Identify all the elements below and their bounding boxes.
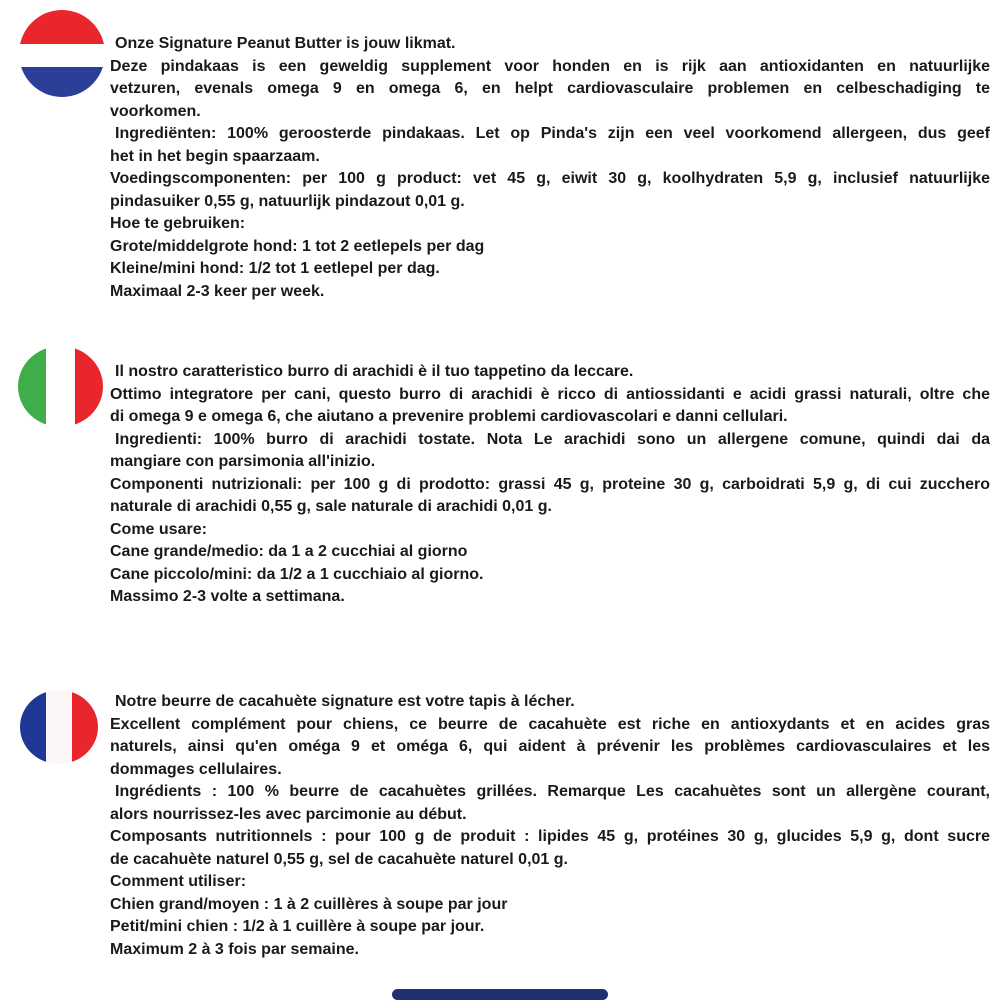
text-line: Petit/mini chien : 1/2 à 1 cuillère à soupe par jour. [110, 918, 485, 935]
flag-stripe-blue [19, 67, 105, 97]
text-line: naturale di arachidi 0,55 g, sale naturale di arachidi 0,01 g. [110, 498, 552, 515]
text-line: vetzuren, evenals omega 9 en omega 6, en helpt cardiovasculaire problemen en celbeschadiging te [110, 80, 990, 97]
text-line: Cane piccolo/mini: da 1/2 a 1 cucchiaio al giorno. [110, 565, 484, 583]
text-line: dommages cellulaires. [110, 760, 282, 778]
text-line: Massimo 2-3 volte a settimana. [110, 588, 345, 605]
flag-stripe-blue [20, 690, 46, 764]
italy-flag-icon [18, 346, 103, 427]
text-line: Notre beurre de cacahuète signature est votre tapis à lécher. [115, 693, 575, 710]
text-line: Ottimo integratore per cani, questo burro di arachidi è ricco di antiossidanti e acidi grassi naturali, oltre che [110, 385, 990, 403]
text-line: Ingrediënten: 100% geroosterde pindakaas. Let op Pinda's zijn een veel voorkomend allergeen, dus geef [115, 125, 990, 142]
text-line: de cacahuète naturel 0,55 g, sel de cacahuète naturel 0,01 g. [110, 850, 568, 868]
text-line: mangiare con parsimonia all'inizio. [110, 453, 376, 470]
text-line: pindasuiker 0,55 g, natuurlijk pindazout 0,01 g. [110, 192, 465, 210]
text-line: Il nostro caratteristico burro di arachidi è il tuo tappetino da leccare. [115, 363, 634, 380]
flag-stripe-green [18, 346, 46, 427]
text-line: Maximum 2 à 3 fois par semaine. [110, 940, 359, 958]
text-line: Grote/middelgrote hond: 1 tot 2 eetlepels per dag [110, 237, 485, 255]
text-line: Onze Signature Peanut Butter is jouw likmat. [115, 35, 456, 52]
text-line: Ingrédients : 100 % beurre de cacahuètes grillées. Remarque Les cacahuètes sont un allergène courant, [115, 783, 990, 800]
france-flag-icon [20, 690, 98, 764]
text-line: het in het begin spaarzaam. [110, 147, 320, 165]
text-line: Ingredienti: 100% burro di arachidi tostate. Nota Le arachidi sono un allergene comune, quindi dai da [115, 430, 990, 448]
flag-stripe-white [46, 690, 72, 764]
text-line: Voedingscomponenten: per 100 g product: vet 45 g, eiwit 30 g, koolhydraten 5,9 g, inclusief natuurlijke [110, 170, 990, 187]
text-line: Componenti nutrizionali: per 100 g di prodotto: grassi 45 g, proteine 30 g, carboidrati 5,9 g, di cui zucchero [110, 475, 990, 493]
french-text-block [110, 691, 990, 961]
text-line: di omega 9 e omega 6, che aiutano a prevenire problemi cardiovascolari e danni cellulari. [110, 408, 788, 425]
text-line: Maximaal 2-3 keer per week. [110, 282, 325, 300]
footer-bar [392, 989, 608, 1000]
netherlands-flag-icon [19, 10, 105, 97]
text-line: Deze pindakaas is een geweldig supplement voor honden en is rijk aan antioxidanten en natuurlijke [110, 57, 990, 75]
text-line: Comment utiliser: [110, 873, 247, 890]
text-line: Chien grand/moyen : 1 à 2 cuillères à soupe par jour [110, 895, 508, 913]
flag-stripe-red [19, 10, 105, 44]
dutch-text-block [110, 33, 990, 303]
text-line: naturels, ainsi qu'en oméga 9 et oméga 6, qui aident à prévenir les problèmes cardiovasculaires et les [110, 738, 990, 755]
italian-text-block [110, 361, 990, 609]
flag-stripe-red [72, 690, 98, 764]
text-line: Composants nutritionnels : pour 100 g de produit : lipides 45 g, protéines 30 g, glucides 5,9 g, dont sucre [110, 828, 990, 845]
text-line: alors nourrissez-les avec parcimonie au début. [110, 805, 467, 823]
text-line: Hoe te gebruiken: [110, 215, 246, 232]
text-line: voorkomen. [110, 102, 201, 120]
text-line: Cane grande/medio: da 1 a 2 cucchiai al giorno [110, 543, 468, 560]
flag-stripe-red [75, 346, 103, 427]
text-line: Excellent complément pour chiens, ce beurre de cacahuète est riche en antioxydants et en acides gras [110, 715, 990, 733]
flag-stripe-white [46, 346, 74, 427]
flag-stripe-white [19, 44, 105, 67]
text-line: Come usare: [110, 520, 207, 538]
text-line: Kleine/mini hond: 1/2 tot 1 eetlepel per dag. [110, 260, 440, 277]
